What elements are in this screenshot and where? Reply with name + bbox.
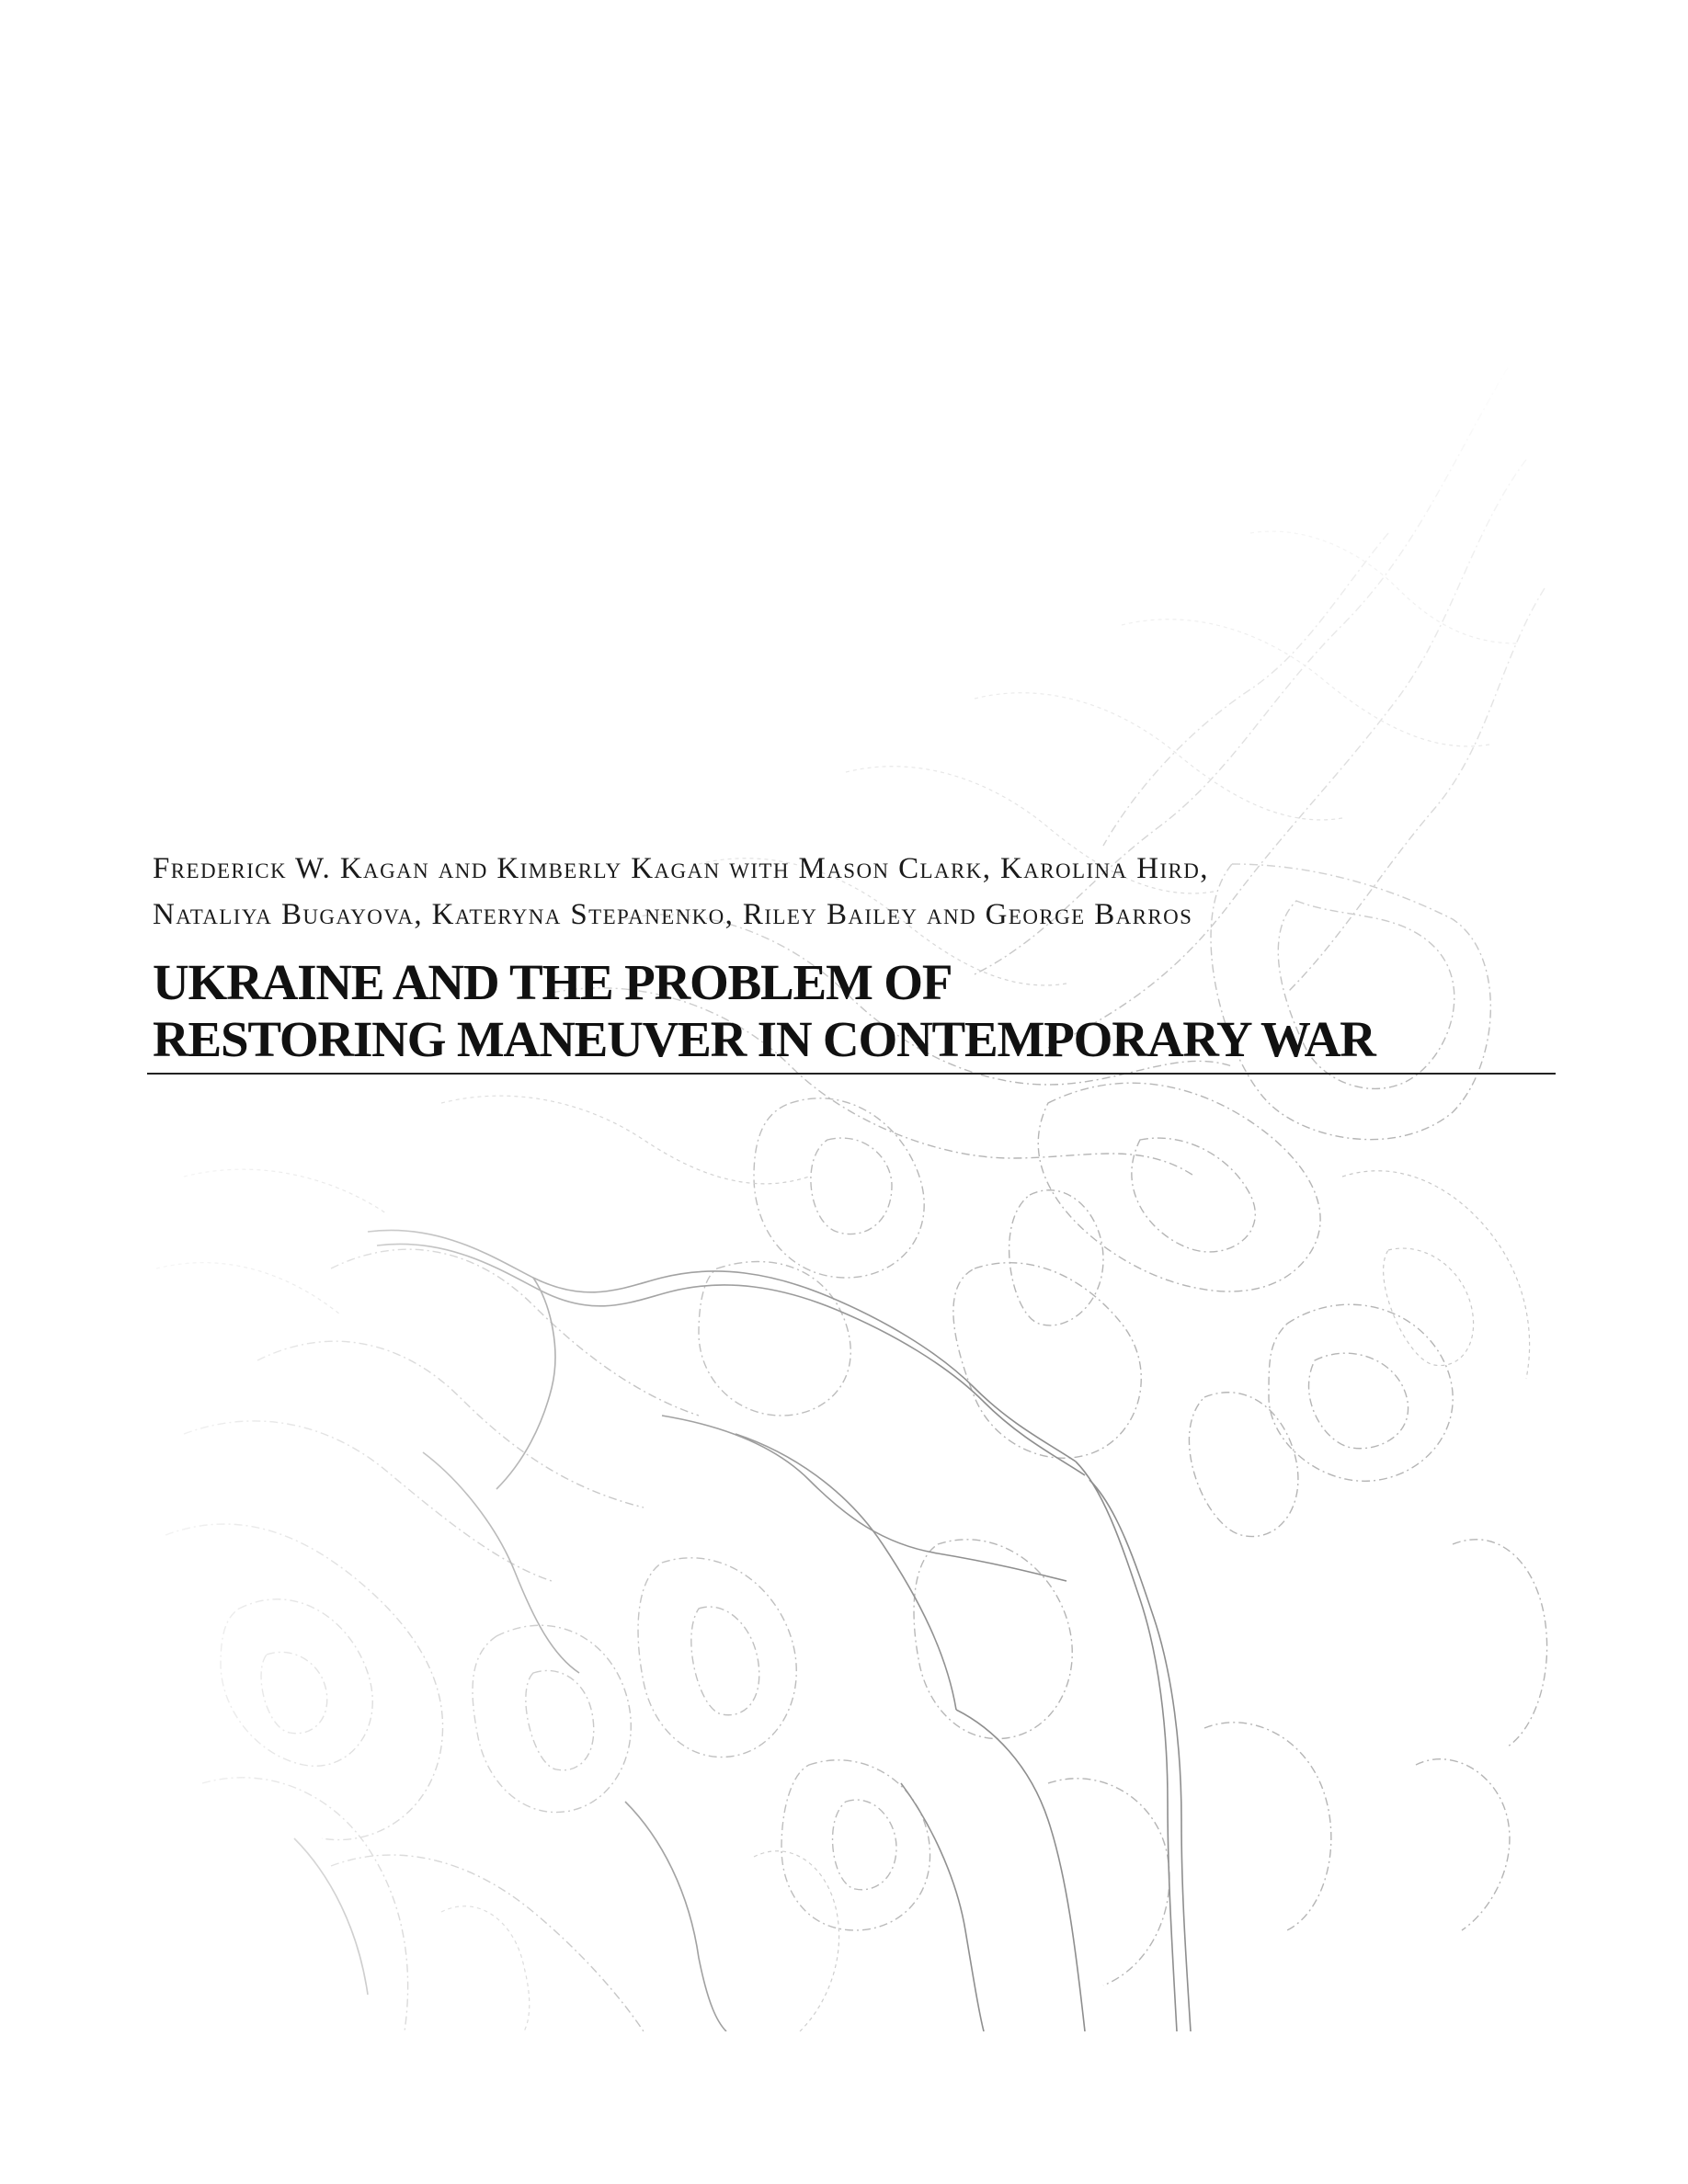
topographic-contour-map bbox=[147, 349, 1554, 2031]
author-line-1: Frederick W. Kagan and Kimberly Kagan with Mason Clark, Karolina Hird, bbox=[153, 852, 1209, 885]
author-line-2: Nataliya Bugayova, Kateryna Stepanenko, Riley Bailey and George Barros bbox=[153, 898, 1193, 931]
title-line-1: UKRAINE AND THE PROBLEM OF bbox=[153, 954, 952, 1010]
title-underline-rule bbox=[147, 1073, 1556, 1075]
report-title bbox=[153, 954, 1550, 1068]
author-list bbox=[153, 846, 1550, 938]
title-line-2: RESTORING MANEUVER IN CONTEMPORARY WAR bbox=[153, 1011, 1375, 1067]
